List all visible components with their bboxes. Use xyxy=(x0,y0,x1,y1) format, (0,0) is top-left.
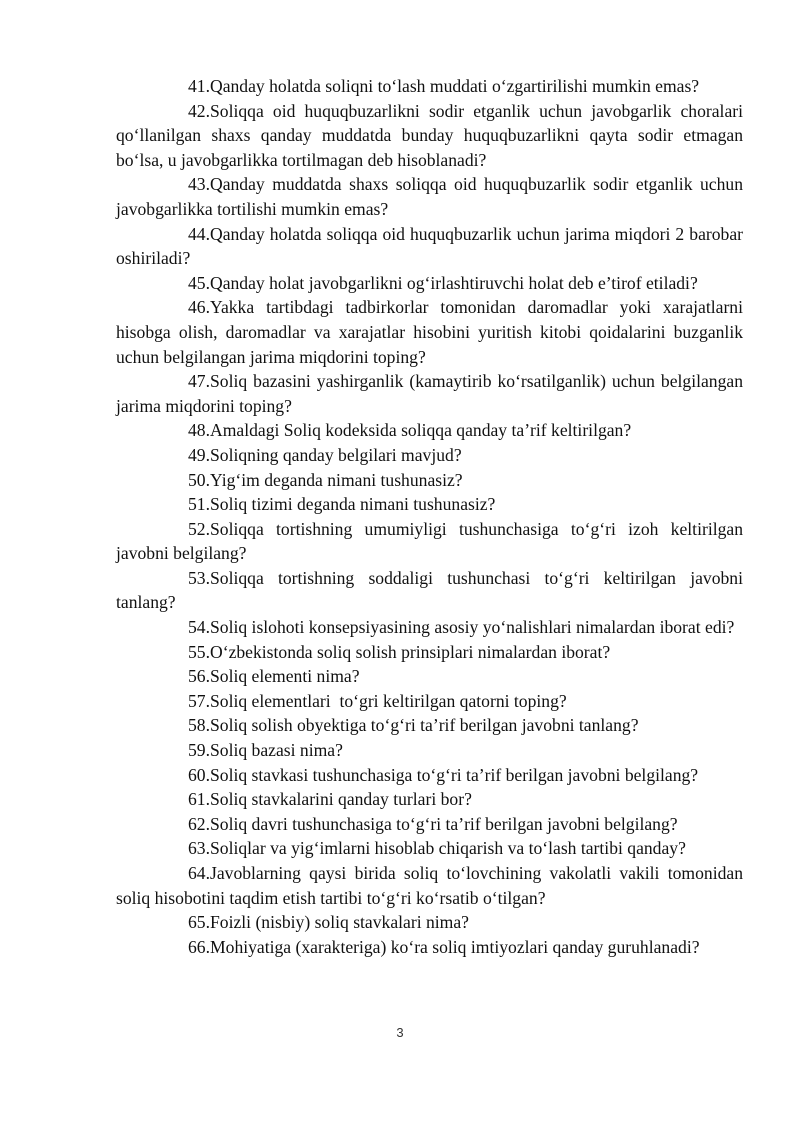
question-text: Qanday holat javobgarlikni og‘irlashtiruvchi holat deb e’tirof etiladi? xyxy=(210,272,698,293)
question-text: Qanday muddatda shaxs soliqqa oid huquqbuzarlik sodir etganlik uchun javobgarlikka tortilishi mumkin emas? xyxy=(116,174,743,219)
question-number: 51. xyxy=(188,494,210,515)
question-item xyxy=(116,443,743,468)
question-item xyxy=(116,517,743,566)
question-list xyxy=(116,74,743,959)
question-item xyxy=(116,812,743,837)
question-text: Soliqqa oid huquqbuzarlikni sodir etganlik uchun javobgarlik choralari qo‘llanilgan shaxs qanday muddatda bunday huquqbuzarlikni qayta sodir etmagan bo‘lsa, u javobgarlikka tortilmagan deb hisoblanadi? xyxy=(116,100,743,170)
question-number: 43. xyxy=(188,174,210,195)
question-number: 50. xyxy=(188,469,210,490)
question-number: 44. xyxy=(188,223,210,244)
question-text: Soliq bazasini yashirganlik (kamaytirib ko‘rsatilganlik) uchun belgilangan jarima miqdorini toping? xyxy=(116,371,743,416)
question-number: 42. xyxy=(188,100,210,121)
question-number: 53. xyxy=(188,567,210,588)
question-item xyxy=(116,640,743,665)
question-item xyxy=(116,713,743,738)
question-number: 64. xyxy=(188,863,210,883)
question-number: 45. xyxy=(188,272,210,293)
question-number: 46. xyxy=(188,297,210,318)
question-text: Qanday holatda soliqni to‘lash muddati o‘zgartirilishi mumkin emas? xyxy=(210,76,700,96)
question-number: 66. xyxy=(188,936,210,957)
question-item xyxy=(116,935,743,960)
question-number: 54. xyxy=(188,617,210,638)
question-text: Foizli (nisbiy) soliq stavkalari nima? xyxy=(210,912,469,933)
question-text: Soliqning qanday belgilari mavjud? xyxy=(210,444,462,465)
question-text: Soliq elementlari to‘gri keltirilgan qatorni toping? xyxy=(210,690,567,711)
question-item xyxy=(116,615,743,640)
question-text: Yig‘im deganda nimani tushunasiz? xyxy=(210,469,463,490)
question-number: 57. xyxy=(188,690,210,711)
question-item xyxy=(116,222,743,271)
question-text: Soliqqa tortishning soddaligi tushunchasi to‘g‘ri keltirilgan javobni tanlang? xyxy=(116,567,743,613)
question-text: Soliq solish obyektiga to‘g‘ri ta’rif berilgan javobni tanlang? xyxy=(210,715,639,736)
question-number: 48. xyxy=(188,420,210,441)
question-text: Soliq islohoti konsepsiyasining asosiy yo‘nalishlari nimalardan iborat edi? xyxy=(210,617,735,638)
question-text: Amaldagi Soliq kodeksida soliqqa qanday ta’rif keltirilgan? xyxy=(210,420,632,441)
question-item xyxy=(116,492,743,517)
question-text: O‘zbekistonda soliq solish prinsiplari nimalardan iborat? xyxy=(210,641,611,662)
question-number: 61. xyxy=(188,789,210,810)
question-item xyxy=(116,418,743,443)
question-number: 62. xyxy=(188,813,210,834)
question-text: Qanday holatda soliqqa oid huquqbuzarlik uchun jarima miqdori 2 barobar oshiriladi? xyxy=(116,223,743,269)
question-item xyxy=(116,566,743,615)
question-item xyxy=(116,787,743,812)
question-item xyxy=(116,861,743,910)
question-number: 59. xyxy=(188,740,210,761)
question-number: 60. xyxy=(188,764,210,785)
question-text: Mohiyatiga (xarakteriga) ko‘ra soliq imtiyozlari qanday guruhlanadi? xyxy=(210,936,700,957)
question-number: 52. xyxy=(188,518,210,539)
question-number: 55. xyxy=(188,641,210,662)
question-text: Soliq tizimi deganda nimani tushunasiz? xyxy=(210,494,496,515)
question-item xyxy=(116,836,743,861)
question-text: Soliq stavkalarini qanday turlari bor? xyxy=(210,789,472,810)
question-text: Soliq bazasi nima? xyxy=(210,740,343,761)
question-text: Soliqlar va yig‘imlarni hisoblab chiqarish va to‘lash tartibi qanday? xyxy=(210,838,686,859)
question-text: Soliqqa tortishning umumiyligi tushunchasiga to‘g‘ri izoh keltirilgan javobni belgilang? xyxy=(116,518,743,564)
page-number: 3 xyxy=(396,1025,404,1040)
question-text: Soliq davri tushunchasiga to‘g‘ri ta’rif berilgan javobni belgilang? xyxy=(210,813,678,834)
question-item xyxy=(116,910,743,935)
question-number: 49. xyxy=(188,444,210,465)
question-item xyxy=(116,664,743,689)
question-item xyxy=(116,172,743,221)
question-item xyxy=(116,738,743,763)
question-item xyxy=(116,763,743,788)
question-number: 65. xyxy=(188,912,210,933)
question-number: 58. xyxy=(188,715,210,736)
question-number: 41. xyxy=(188,76,210,96)
question-item xyxy=(116,74,743,99)
question-number: 63. xyxy=(188,838,210,859)
question-item xyxy=(116,689,743,714)
question-text: Soliq elementi nima? xyxy=(210,666,360,687)
question-item xyxy=(116,468,743,493)
question-number: 56. xyxy=(188,666,210,687)
question-item xyxy=(116,99,743,173)
question-item xyxy=(116,271,743,296)
question-number: 47. xyxy=(188,371,210,392)
question-item xyxy=(116,369,743,418)
question-text: Soliq stavkasi tushunchasiga to‘g‘ri ta’rif berilgan javobni belgilang? xyxy=(210,764,699,785)
question-text: Javoblarning qaysi birida soliq to‘lovchining vakolatli vakili tomonidan soliq hisobotini taqdim etish tartibi to‘g‘ri ko‘rsatib o‘tilgan? xyxy=(116,863,743,908)
question-item xyxy=(116,295,743,369)
question-text: Yakka tartibdagi tadbirkorlar tomonidan daromadlar yoki xarajatlarni hisobga olish, daromadlar va xarajatlar hisobini yuritish kitobi qoidalarini buzganlik uchun belgilangan jarima miqdorini toping? xyxy=(116,297,743,367)
